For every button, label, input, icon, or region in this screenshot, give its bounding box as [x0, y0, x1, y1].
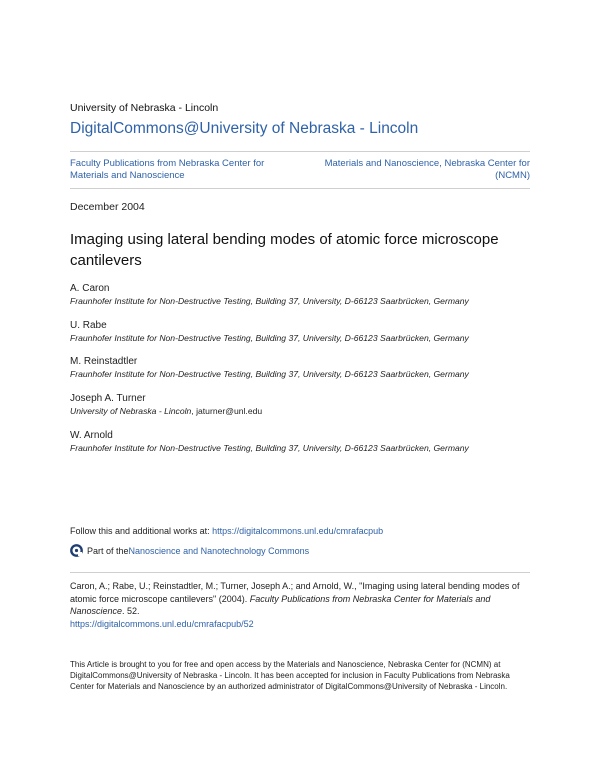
publication-date: December 2004	[70, 201, 145, 213]
nanoscience-commons-link[interactable]: Nanoscience and Nanotechnology Commons	[128, 545, 310, 556]
collection-link-left[interactable]: Faculty Publications from Nebraska Center for Materials and Nanoscience	[70, 158, 265, 181]
citation-url-link[interactable]: https://digitalcommons.unl.edu/cmrafacpub/52	[70, 618, 254, 629]
citation-suffix: . 52.	[122, 606, 140, 616]
access-statement: This Article is brought to you for free and open access by the Materials and Nanoscience, Nebraska Center for (NCMN) at DigitalCommons@University of Nebraska - Lincoln. It has been accepted for inclusion in Faculty Publications from Nebraska Center for Materials and Nanoscience by an authorized administrator of DigitalCommons@University of Nebraska - Lincoln.	[70, 660, 510, 691]
citation-venue: Faculty Publications from Nebraska Center for Materials and Nanoscience	[70, 593, 491, 616]
citation-text: Caron, A.; Rabe, U.; Reinstadtler, M.; Turner, Joseph A.; and Arnold, W., "Imaging using lateral bending modes of atomic force microscope cantilevers" (2004).	[70, 581, 520, 604]
recommended-citation	[70, 580, 530, 630]
top-divider	[70, 151, 530, 152]
follow-url-link[interactable]: https://digitalcommons.unl.edu/cmrafacpub	[212, 526, 384, 536]
author-affiliation: Fraunhofer Institute for Non-Destructive Testing, Building 37, University, D-66123 Saarbrücken, Germany	[70, 296, 469, 306]
author-name: A. Caron	[70, 283, 110, 294]
part-of-text: Part of the	[87, 545, 129, 556]
author-email[interactable]: , jaturner@unl.edu	[191, 406, 263, 416]
author-affiliation: Fraunhofer Institute for Non-Destructive Testing, Building 37, University, D-66123 Saarbrücken, Germany	[70, 443, 469, 453]
follow-text: Follow this and additional works at:	[70, 526, 213, 536]
repository-link[interactable]: DigitalCommons@University of Nebraska - Lincoln	[70, 120, 419, 137]
author-name: U. Rabe	[70, 320, 107, 331]
institution-name: University of Nebraska - Lincoln	[70, 102, 219, 114]
author-name: M. Reinstadtler	[70, 356, 138, 367]
commons-network-icon	[70, 544, 83, 557]
author-affiliation: Fraunhofer Institute for Non-Destructive Testing, Building 37, University, D-66123 Saarbrücken, Germany	[70, 369, 469, 379]
author-affiliation: University of Nebraska - Lincoln	[70, 406, 192, 416]
author-affiliation: Fraunhofer Institute for Non-Destructive Testing, Building 37, University, D-66123 Saarbrücken, Germany	[70, 333, 469, 343]
citation-divider	[70, 572, 530, 573]
article-title: Imaging using lateral bending modes of atomic force microscope cantilevers	[70, 231, 499, 269]
author-name: W. Arnold	[70, 430, 113, 441]
collections-divider	[70, 188, 530, 189]
part-of-line	[70, 544, 309, 557]
author-affiliation-with-email	[70, 406, 262, 416]
author-name: Joseph A. Turner	[70, 393, 146, 404]
follow-line	[70, 526, 383, 536]
collection-link-right[interactable]: Materials and Nanoscience, Nebraska Center for (NCMN)	[324, 158, 530, 181]
